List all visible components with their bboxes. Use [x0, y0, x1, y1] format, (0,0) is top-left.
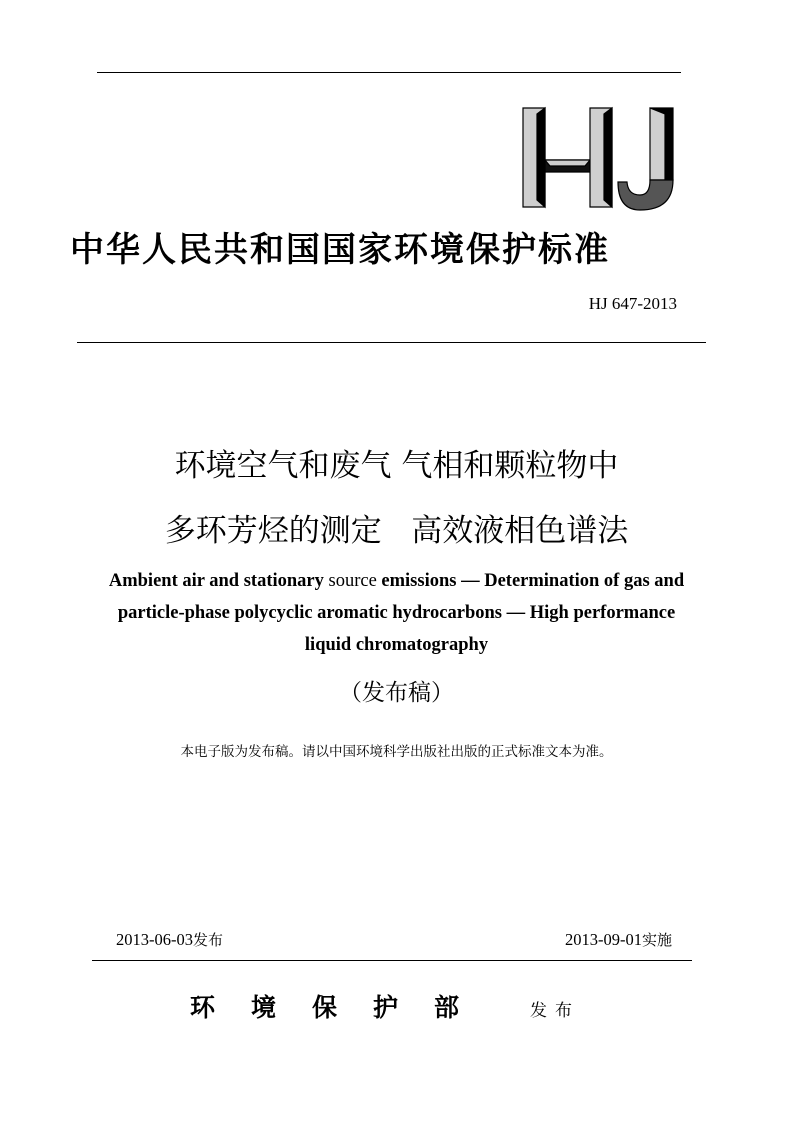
title-cn-line-2: 多环芳烃的测定 高效液相色谱法 — [164, 513, 629, 549]
top-rule — [97, 72, 681, 73]
release-date — [116, 929, 223, 950]
title-cn-line-1: 环境空气和废气 气相和颗粒物中 — [174, 448, 619, 484]
standard-code: HJ 647-2013 — [588, 294, 677, 313]
draft-label: （发布稿） — [339, 680, 454, 706]
issue-word: 发布 — [530, 1001, 580, 1021]
implement-label: 实施 — [641, 931, 672, 949]
footer-rule — [92, 960, 692, 961]
header-rule — [77, 342, 706, 343]
title-en-line-2: particle-phase polycyclic aromatic hydrocarbons — High performance — [117, 603, 676, 623]
title-en-line-1 — [0, 571, 793, 592]
title-en-line-1b: source — [328, 571, 377, 591]
release-date-value: 2013-06-03 — [116, 930, 193, 949]
edition-note: 本电子版为发布稿。请以中国环境科学出版社出版的正式标准文本为准。 — [180, 744, 613, 760]
implement-date-value: 2013-09-01 — [564, 930, 642, 949]
title-en-line-3: liquid chromatography — [304, 635, 489, 655]
issuer: 环境保护部 — [190, 993, 496, 1022]
title-en-line-1a: Ambient air and stationary — [108, 571, 329, 591]
release-label: 发布 — [193, 931, 224, 949]
title-en-line-1c: emissions — Determination of gas and — [376, 571, 685, 591]
implement-date — [565, 929, 672, 950]
national-standard-heading: 中华人民共和国国家环境保护标准 — [70, 230, 610, 270]
hj-logo — [515, 100, 685, 215]
